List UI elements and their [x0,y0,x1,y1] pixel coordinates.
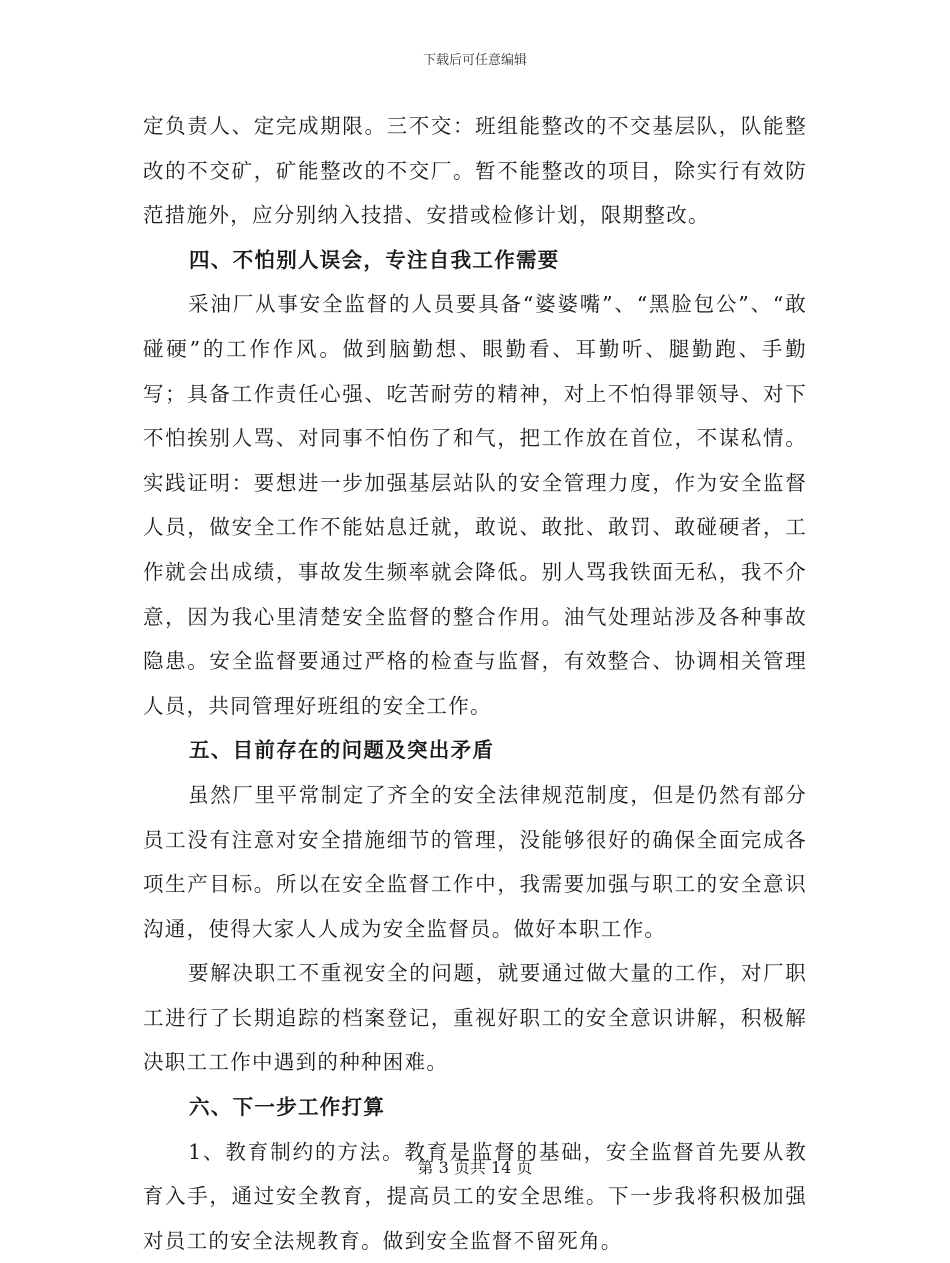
page-header-note: 下载后可任意编辑 [422,53,527,68]
document-body [143,104,807,1263]
section-heading-6: 六、下一步工作打算 [189,1095,386,1120]
page-footer-number: 第 3 页共 14 页 [417,1158,533,1177]
paragraph-next-steps: 1、教育制约的方法。教育是监督的基础，安全监督首先要从教育入手，通过安全教育，提高员工的安全思维。下一步我将积极加强对员工的安全法规教育。做到安全监督不留死角。 [143,1139,807,1253]
paragraph-solutions: 要解决职工不重视安全的问题，就要通过做大量的工作，对厂职工进行了长期追踪的档案登记，重视好职工的安全意识讲解，积极解决职工工作中遇到的种种困难。 [143,961,807,1075]
paragraph-supervision-style: 采油厂从事安全监督的人员要具备“婆婆嘴”、“黑脸包公”、“敢碰硬”的工作作风。做到脑勤想、眼勤看、耳勤听、腿勤跑、手勤写；具备工作责任心强、吃苦耐劳的精神，对上不怕得罪领导、对下不怕挨别人骂、对同事不怕伤了和气，把工作放在首位，不谋私情。实践证明：要想进一步加强基层站队的安全管理力度，作为安全监督人员，做安全工作不能姑息迁就，敢说、敢批、敢罚、敢碰硬者，工作就会出成绩，事故发生频率就会降低。别人骂我铁面无私，我不介意，因为我心里清楚安全监督的整合作用。油气处理站涉及各种事故隐患。安全监督要通过严格的检查与监督，有效整合、协调相关管理人员，共同管理好班组的安全工作。 [143,292,807,718]
paragraph-continuation: 定负责人、定完成期限。三不交：班组能整改的不交基层队，队能整改的不交矿，矿能整改的不交厂。暂不能整改的项目，除实行有效防范措施外，应分别纳入技措、安措或检修计划，限期整改。 [143,114,807,228]
section-heading-5: 五、目前存在的问题及突出矛盾 [189,738,495,763]
paragraph-problems: 虽然厂里平常制定了齐全的安全法律规范制度，但是仍然有部分员工没有注意对安全措施细节的管理，没能够很好的确保全面完成各项生产目标。所以在安全监督工作中，我需要加强与职工的安全意识沟通，使得大家人人成为安全监督员。做好本职工作。 [143,782,807,941]
section-heading-4: 四、不怕别人误会，专注自我工作需要 [189,247,560,272]
